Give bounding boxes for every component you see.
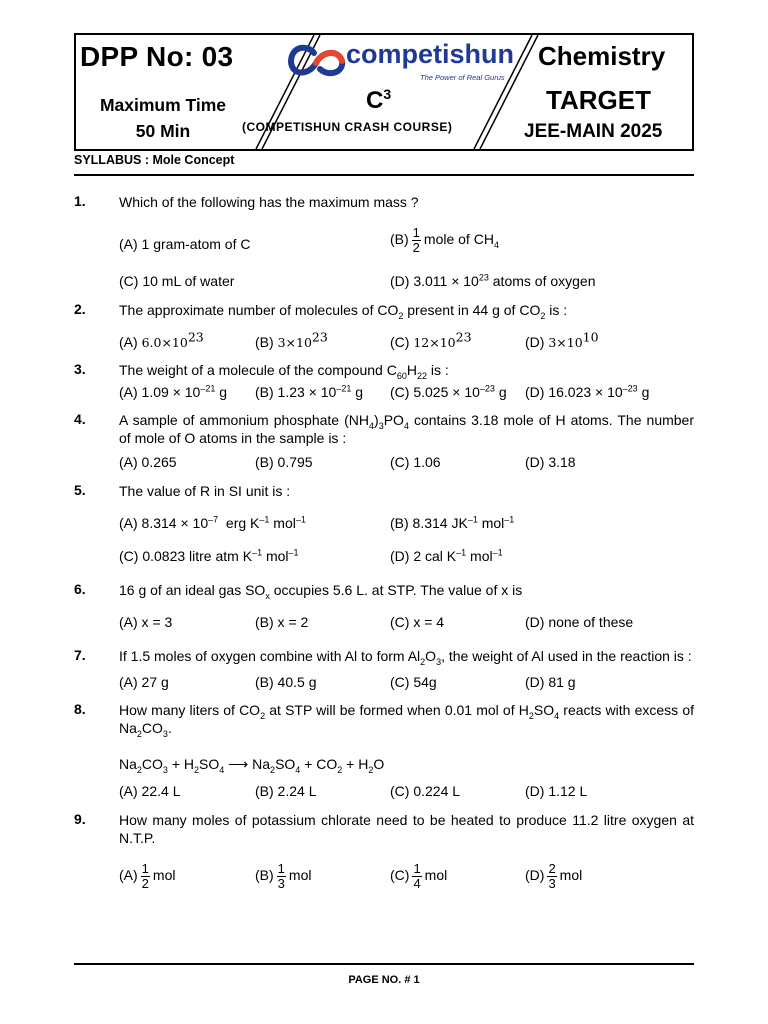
option-a: (A) $6.0\times 10^{23}$: [119, 329, 204, 350]
option-b: (B) 0.795: [255, 454, 313, 470]
option-c: (C) 1.06: [390, 454, 441, 470]
dpp-number: DPP No: 03: [80, 41, 234, 72]
option-c: (C) 0.224 L: [390, 783, 461, 799]
option-a: (A) 0.265: [119, 454, 177, 470]
option-a: (A) x = 3: [119, 614, 173, 630]
target-label: TARGET: [546, 85, 651, 115]
option-d: (D) none of these: [525, 614, 634, 630]
max-time-label: Maximum Time: [99, 95, 227, 115]
question-number: 7.: [74, 647, 86, 663]
max-time: [88, 92, 238, 144]
reaction-arrow-icon: ⟶: [228, 756, 249, 772]
syllabus: SYLLABUS : Mole Concept: [74, 153, 235, 167]
course-name: (COMPETISHUN CRASH COURSE): [242, 120, 453, 134]
option-d: (D) $3.011 \times 10^{23}$ atoms of oxygen: [390, 272, 596, 289]
option-b: (B) $\frac{1}{2}$ mole of $CH_4$: [390, 225, 499, 255]
option-b: (B) $\frac{1}{3}$ mol: [255, 861, 312, 891]
option-c: (C) 10 mL of water: [119, 273, 235, 289]
question-number: 1.: [74, 193, 86, 209]
brand-name: competishun: [346, 39, 515, 69]
question-number: 6.: [74, 581, 86, 597]
question-text: The value of R in SI unit is :: [119, 483, 291, 499]
question-number: 9.: [74, 811, 86, 827]
option-a: (A) $\frac{1}{2}$ mol: [119, 861, 176, 891]
option-b: (B) x = 2: [255, 614, 309, 630]
option-c: (C) 0.0823 litre atm $K^{-1}$ mol$^{-1}$: [119, 547, 299, 564]
header-box: [74, 33, 694, 151]
option-a: (A) $1.09 \times 10^{-21}$ g: [119, 383, 228, 400]
option-d: (D) 1.12 L: [525, 783, 588, 799]
option-c: (C) x = 4: [390, 614, 445, 630]
option-b: (B) $1.23 \times 10^{-21}$ g: [255, 383, 364, 400]
question-text: 16 g of an ideal gas $SO_x$ occupies 5.6 L. at STP. The value of x is: [119, 582, 523, 601]
option-d: (D) $16.023 \times 10^{-23}$ g: [525, 383, 650, 400]
option-a: (A) 22.4 L: [119, 783, 181, 799]
option-d: (D) 81 g: [525, 674, 576, 690]
exam-name: JEE-MAIN 2025: [524, 121, 663, 142]
footer-divider: [74, 963, 694, 965]
question-text: The approximate number of molecules of $CO_2$ present in 44 g of $CO_2$ is :: [119, 302, 568, 321]
option-c: (C) $12\times 10^{23}$: [390, 329, 472, 350]
option-a: (A) 27 g: [119, 674, 169, 690]
option-d: (D) $3\times 10^{10}$: [525, 329, 599, 350]
question-text: How many liters of $CO_2$ at STP will be formed when 0.01 mol of $H_2SO_4$ reacts with excess of $Na_2CO_3$.: [119, 702, 694, 739]
question-text: A sample of ammonium phosphate $(NH_4)_3PO_4$ contains 3.18 mole of H atoms. The number of mole of O atoms in the sample is :: [119, 412, 694, 446]
subject: Chemistry: [538, 41, 666, 71]
question-text: How many moles of potassium chlorate need to be heated to produce 11.2 litre oxygen at N.T.P.: [119, 812, 694, 846]
question-text: If 1.5 moles of oxygen combine with Al to form $Al_2O_3$, the weight of Al used in the reaction is :: [119, 648, 692, 667]
option-a: (A) 1 gram-atom of C: [119, 236, 251, 252]
option-d: (D) $\frac{2}{3}$ mol: [525, 861, 583, 891]
brand-logo-icon: [286, 43, 348, 79]
option-b: (B) 2.24 L: [255, 783, 317, 799]
option-c: (C) $\frac{1}{4}$ mol: [390, 861, 448, 891]
question-number: 5.: [74, 482, 86, 498]
option-d: (D) 2 cal $K^{-1}$ mol$^{-1}$: [390, 547, 503, 564]
question-number: 8.: [74, 701, 86, 717]
option-a: (A) $8.314 \times 10^{-7}$ erg $K^{-1}$ mol$^{-1}$: [119, 514, 306, 531]
page-number: PAGE NO. # 1: [348, 974, 420, 986]
option-b: (B) 40.5 g: [255, 674, 317, 690]
question-number: 4.: [74, 411, 86, 427]
option-d: (D) 3.18: [525, 454, 576, 470]
syllabus-divider: [74, 174, 694, 176]
question-text: The weight of a molecule of the compound $C_{60}H_{22}$ is :: [119, 362, 449, 381]
course-code: $C^3$: [366, 86, 392, 114]
option-c: (C) $5.025 \times 10^{-23}$ g: [390, 383, 507, 400]
reaction-equation: $Na_2CO_3 + H_2SO_4$ ⟶ $Na_2SO_4 + CO_2 + H_2O$: [119, 756, 385, 775]
brand-tagline: The Power of Real Gurus: [420, 73, 505, 82]
question-number: 3.: [74, 361, 86, 377]
option-b: (B) $3\times 10^{23}$: [255, 329, 328, 350]
option-b: (B) 8.314 $JK^{-1}$ mol$^{-1}$: [390, 514, 515, 531]
question-text: Which of the following has the maximum mass ?: [119, 194, 419, 210]
question-number: 2.: [74, 301, 86, 317]
max-time-value: 50 Min: [135, 121, 191, 141]
option-c: (C) 54g: [390, 674, 437, 690]
